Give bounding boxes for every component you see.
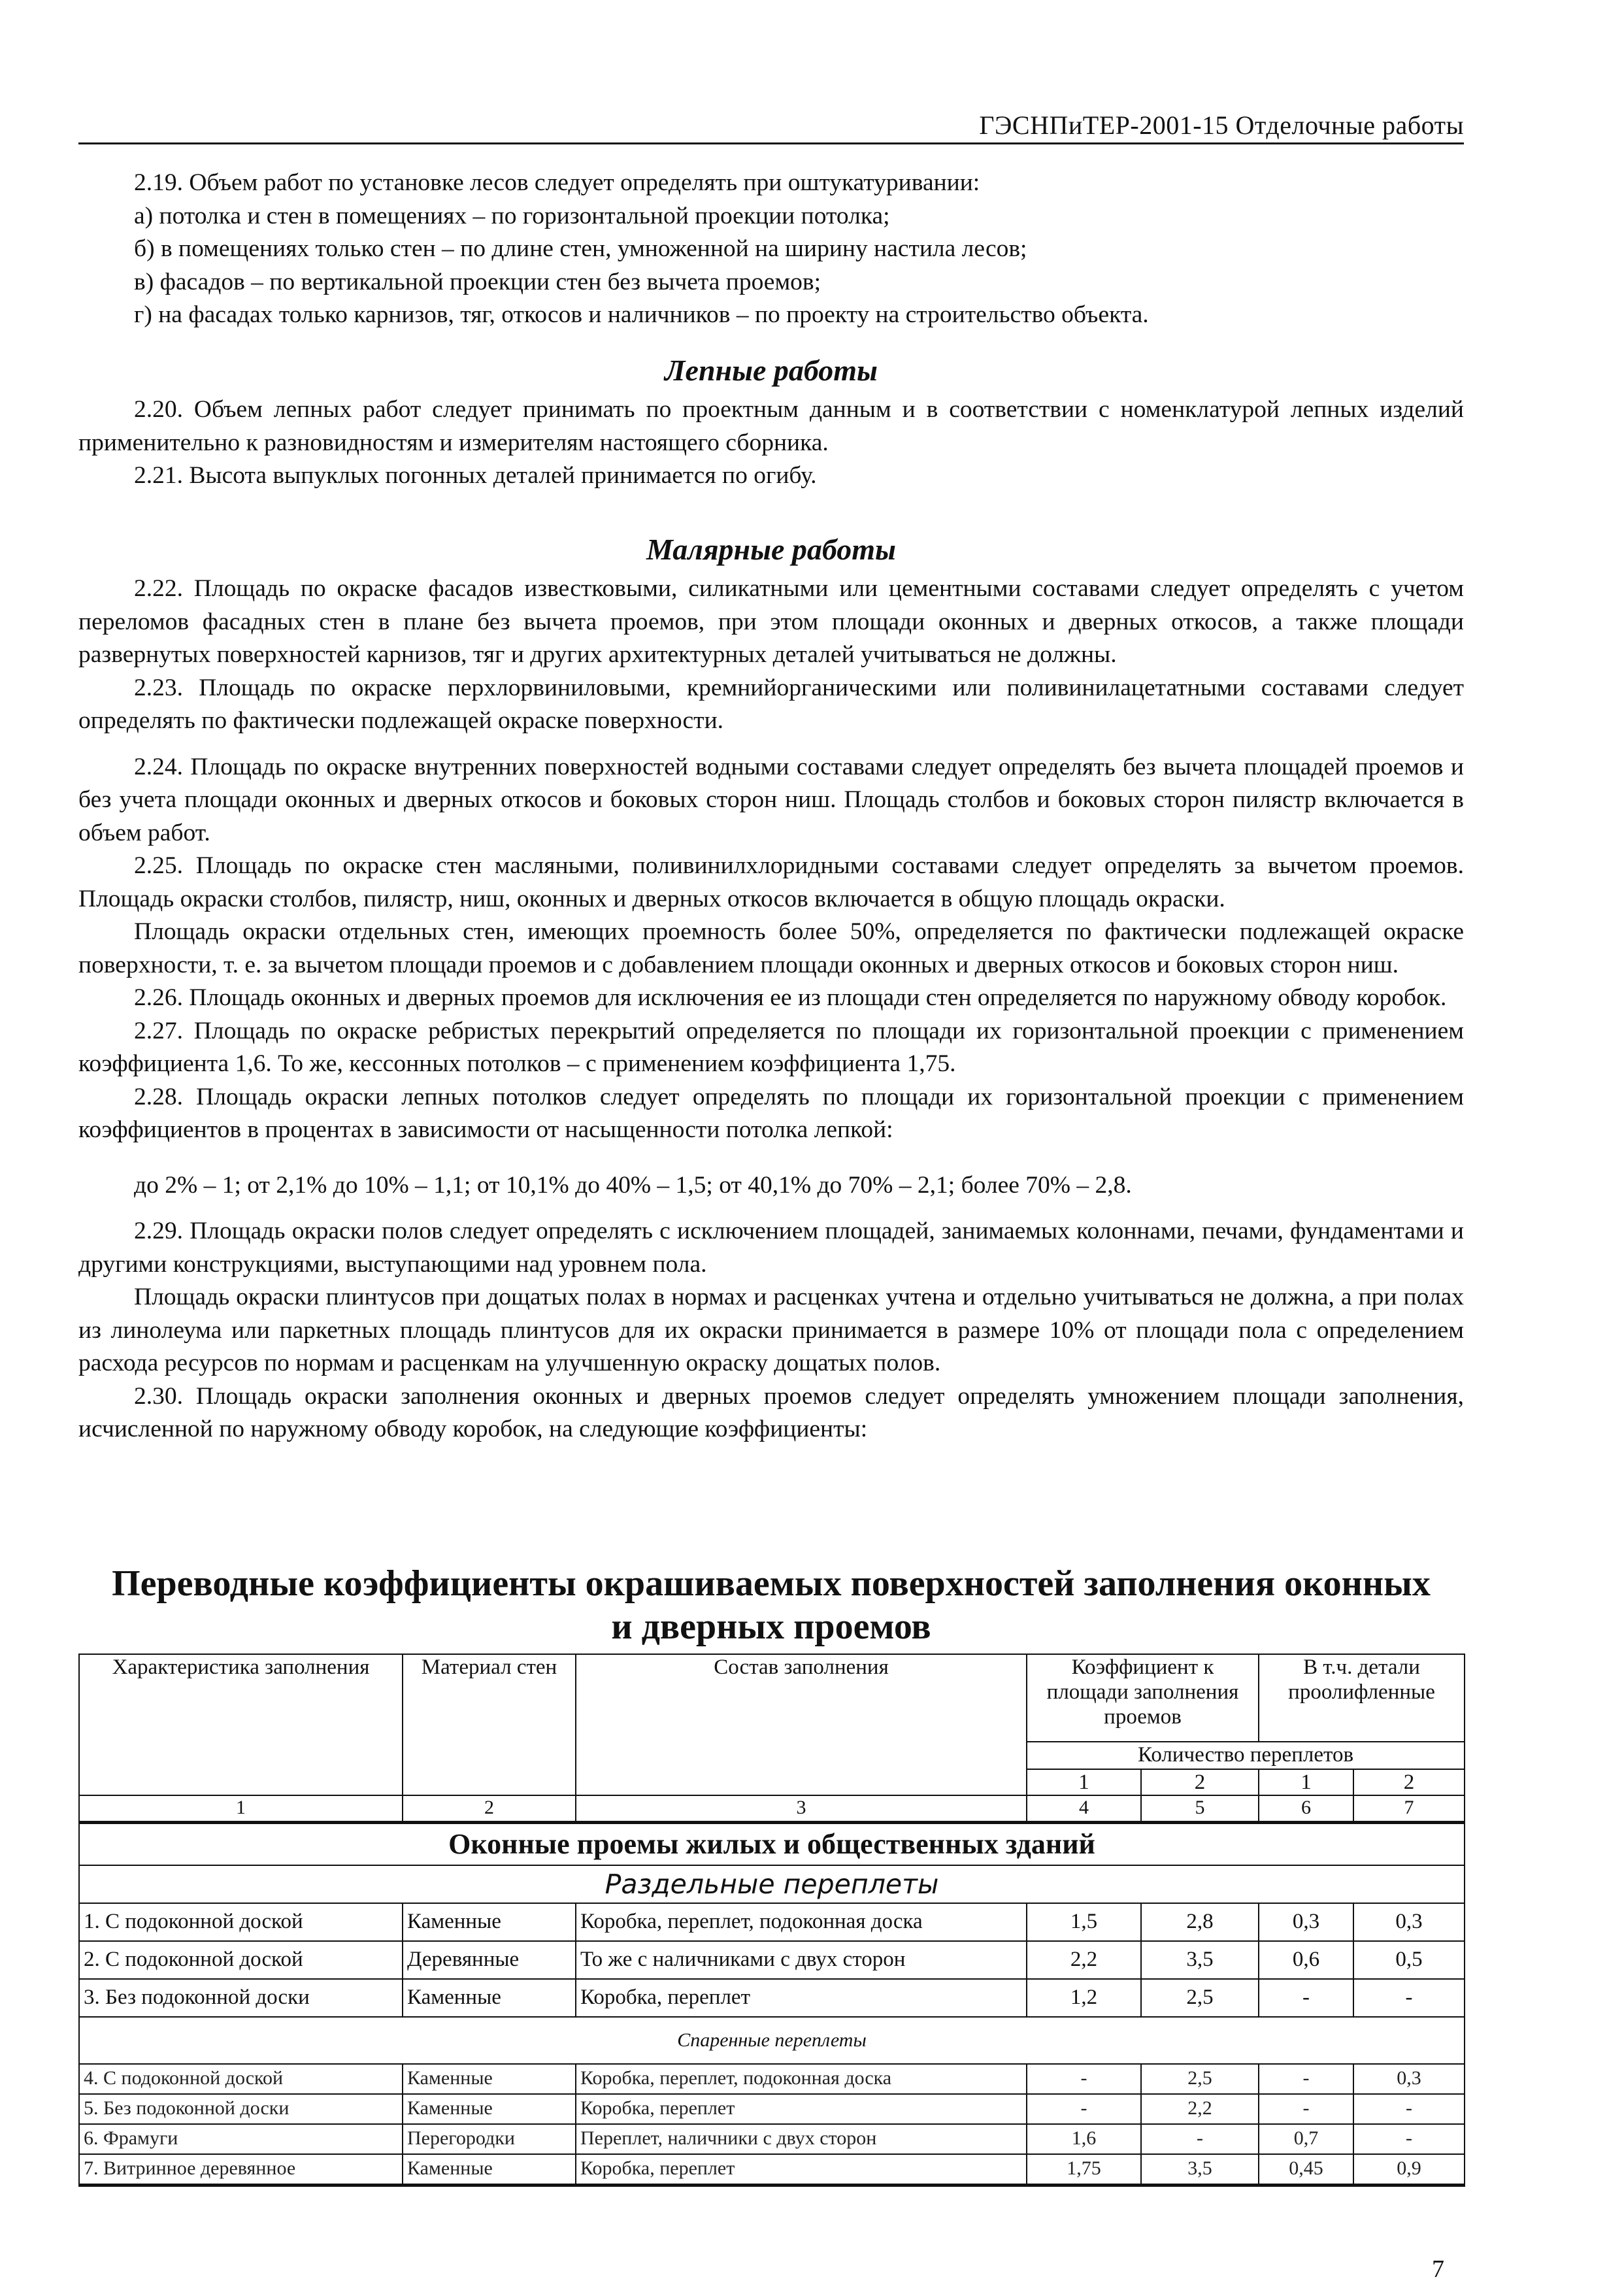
subgroup-header-row <box>79 2017 1465 2064</box>
header-q1: 1 <box>1027 1769 1141 1795</box>
cell-k1: 1,5 <box>1027 1903 1141 1941</box>
cell-d2: - <box>1353 1979 1465 2017</box>
table-row <box>79 2094 1465 2124</box>
cell-characteristic: 7. Витринное деревянное <box>79 2154 403 2186</box>
coefficient-formula: до 2% – 1; от 2,1% до 10% – 1,1; от 10,1% до 40% – 1,5; от 40,1% до 70% – 2,1; более 70% – 2,8. <box>134 1171 1132 1199</box>
column-number: 6 <box>1259 1795 1353 1823</box>
table-row <box>79 2154 1465 2186</box>
header-col2: Материал стен <box>403 1654 576 1795</box>
paragraph-2-19: 2.19. Объем работ по установке лесов следует определять при оштукатуривании: <box>134 169 980 196</box>
cell-characteristic: 2. С подоконной доской <box>79 1941 403 1979</box>
cell-d1: 0,45 <box>1259 2154 1353 2186</box>
section-title-lepnye: Лепные работы <box>665 353 878 387</box>
paragraph-2-25: 2.25. Площадь по окраске стен масляными, поливинилхлоридными составами следует определять за вычетом проемов. Площадь окраски столбов, пилястр, ниш, оконных и дверных откосов включается в общую площадь окраски. <box>78 852 1464 912</box>
cell-d1: 0,3 <box>1259 1903 1353 1941</box>
cell-composition: Коробка, переплет <box>576 2154 1027 2186</box>
column-number: 5 <box>1141 1795 1259 1823</box>
cell-k1: 1,75 <box>1027 2154 1141 2186</box>
cell-material: Каменные <box>403 2154 576 2186</box>
cell-k2: - <box>1141 2124 1259 2154</box>
header-q2: 2 <box>1141 1769 1259 1795</box>
subgroup-title-paired: Спаренные переплеты <box>79 2017 1465 2064</box>
cell-material: Деревянные <box>403 1941 576 1979</box>
cell-d1: - <box>1259 1979 1353 2017</box>
paragraph-2-27: 2.27. Площадь по окраске ребристых перекрытий определяется по площади их горизонтальной проекции с применением коэффициента 1,6. То же, кессонных потолков – с применением коэффициента 1,75. <box>78 1017 1464 1077</box>
cell-k2: 3,5 <box>1141 2154 1259 2186</box>
paragraph-2-20: 2.20. Объем лепных работ следует принимать по проектным данным и в соответствии с номенклатурой лепных изделий применительно к разновидностям и измерителям настоящего сборника. <box>78 396 1464 456</box>
column-number-row <box>79 1795 1465 1823</box>
list-item-a: а) потолка и стен в помещениях – по горизонтальной проекции потолка; <box>134 202 890 229</box>
cell-material: Каменные <box>403 1979 576 2017</box>
table-title-line1: Переводные коэффициенты окрашиваемых поверхностей заполнения оконных <box>112 1563 1431 1604</box>
cell-d2: - <box>1353 2124 1465 2154</box>
section-title-malyarnye: Малярные работы <box>646 532 896 566</box>
subgroup-header-row <box>79 1865 1465 1903</box>
header-col4: Коэффициент к площади заполнения проемов <box>1027 1654 1259 1742</box>
cell-d1: - <box>1259 2094 1353 2124</box>
cell-characteristic: 4. С подоконной доской <box>79 2064 403 2094</box>
column-number: 2 <box>403 1795 576 1823</box>
cell-k2: 2,2 <box>1141 2094 1259 2124</box>
table-row <box>79 1979 1465 2017</box>
paragraph-2-29: 2.29. Площадь окраски полов следует определять с исключением площадей, занимаемых колоннами, печами, фундаментами и другими конструкциями, выступающими над уровнем пола. <box>78 1218 1464 1278</box>
cell-k1: - <box>1027 2064 1141 2094</box>
cell-composition: Переплет, наличники с двух сторон <box>576 2124 1027 2154</box>
header-rule <box>78 142 1464 144</box>
cell-d1: - <box>1259 2064 1353 2094</box>
coefficients-table <box>78 1654 1465 2187</box>
coefficients-table-wrap <box>78 1654 1464 2187</box>
column-number: 4 <box>1027 1795 1141 1823</box>
cell-characteristic: 5. Без подоконной доски <box>79 2094 403 2124</box>
column-number: 1 <box>79 1795 403 1823</box>
paragraph-2-22: 2.22. Площадь по окраске фасадов известковыми, силикатными или цементными составами следует определять с учетом переломов фасадных стен в плане без вычета проемов, при этом площади оконных и дверных откосов, а также площади развернутых поверхностей карнизов, тяг и других архитектурных деталей учитываться не должны. <box>78 575 1464 668</box>
cell-characteristic: 3. Без подоконной доски <box>79 1979 403 2017</box>
subgroup-title-separate: Раздельные переплеты <box>79 1865 1465 1903</box>
running-title: ГЭСНПиТЕР-2001-15 Отделочные работы <box>979 110 1464 140</box>
header-q4: 2 <box>1353 1769 1465 1795</box>
cell-composition: Коробка, переплет, подоконная доска <box>576 1903 1027 1941</box>
header-col1: Характеристика заполнения <box>79 1654 403 1795</box>
header-q3: 1 <box>1259 1769 1353 1795</box>
cell-d1: 0,7 <box>1259 2124 1353 2154</box>
cell-d2: 0,3 <box>1353 2064 1465 2094</box>
column-number: 3 <box>576 1795 1027 1823</box>
cell-k2: 3,5 <box>1141 1941 1259 1979</box>
paragraph-2-23: 2.23. Площадь по окраске перхлорвиниловыми, кремнийорганическими или поливинилацетатными составами следует определять по фактически подлежащей окраске поверхности. <box>78 674 1464 734</box>
paragraph-2-30: 2.30. Площадь окраски заполнения оконных и дверных проемов следует определять умножением площади заполнения, исчисленной по наружному обводу коробок, на следующие коэффициенты: <box>78 1382 1464 1442</box>
cell-material: Каменные <box>403 2094 576 2124</box>
cell-material: Каменные <box>403 2064 576 2094</box>
list-item-b: б) в помещениях только стен – по длине стен, умноженной на ширину настила лесов; <box>134 235 1027 262</box>
cell-k1: 1,2 <box>1027 1979 1141 2017</box>
cell-d2: 0,3 <box>1353 1903 1465 1941</box>
cell-d1: 0,6 <box>1259 1941 1353 1979</box>
table-title-line2: и дверных проемов <box>611 1606 931 1647</box>
list-item-g: г) на фасадах только карнизов, тяг, откосов и наличников – по проекту на строительство объекта. <box>134 301 1149 328</box>
paragraph-2-29-cont: Площадь окраски плинтусов при дощатых полах в нормах и расценках учтена и отдельно учитываться не должна, а при полах из линолеума или паркетных площадь плинтусов для их окраски принимается в размере 10% от площади пола с определением расхода ресурсов по нормам и расценкам на улучшенную окраску дощатых полов. <box>78 1284 1464 1376</box>
table-row <box>79 2124 1465 2154</box>
cell-k2: 2,8 <box>1141 1903 1259 1941</box>
cell-k1: - <box>1027 2094 1141 2124</box>
cell-material: Каменные <box>403 1903 576 1941</box>
paragraph-2-24: 2.24. Площадь по окраске внутренних поверхностей водными составами следует определять без вычета площадей проемов и без учета площади оконных и дверных откосов и боковых сторон ниш. Площадь столбов и боковых сторон пилястр включается в объем работ. <box>78 753 1464 846</box>
list-item-v: в) фасадов – по вертикальной проекции стен без вычета проемов; <box>134 268 821 295</box>
column-number: 7 <box>1353 1795 1465 1823</box>
paragraph-2-25-cont: Площадь окраски отдельных стен, имеющих проемность более 50%, определяется по фактически подлежащей окраске поверхности, т. е. за вычетом площади проемов и с добавлением площади оконных и дверных откосов и боковых сторон ниш. <box>78 918 1464 978</box>
cell-k2: 2,5 <box>1141 2064 1259 2094</box>
cell-composition: Коробка, переплет <box>576 1979 1027 2017</box>
cell-k1: 2,2 <box>1027 1941 1141 1979</box>
table-row <box>79 1941 1465 1979</box>
cell-characteristic: 6. Фрамуги <box>79 2124 403 2154</box>
cell-d2: 0,9 <box>1353 2154 1465 2186</box>
table-title <box>78 1562 1464 1648</box>
body-text <box>78 167 1464 1446</box>
table-header-row <box>79 1654 1465 1742</box>
cell-composition: Коробка, переплет <box>576 2094 1027 2124</box>
cell-d2: - <box>1353 2094 1465 2124</box>
header-sub: Количество переплетов <box>1027 1742 1465 1769</box>
cell-k1: 1,6 <box>1027 2124 1141 2154</box>
cell-composition: То же с наличниками с двух сторон <box>576 1941 1027 1979</box>
page-number: 7 <box>1432 2255 1444 2283</box>
cell-k2: 2,5 <box>1141 1979 1259 2017</box>
group-header-row <box>79 1823 1465 1866</box>
table-row <box>79 2064 1465 2094</box>
cell-d2: 0,5 <box>1353 1941 1465 1979</box>
cell-composition: Коробка, переплет, подоконная доска <box>576 2064 1027 2094</box>
cell-material: Перегородки <box>403 2124 576 2154</box>
document-page <box>78 0 1464 2294</box>
group-title: Оконные проемы жилых и общественных зданий <box>79 1823 1465 1866</box>
paragraph-2-21: 2.21. Высота выпуклых погонных деталей принимается по огибу. <box>134 462 817 489</box>
cell-characteristic: 1. С подоконной доской <box>79 1903 403 1941</box>
header-col3: Состав заполнения <box>576 1654 1027 1795</box>
paragraph-2-28: 2.28. Площадь окраски лепных потолков следует определять по площади их горизонтальной проекции с применением коэффициентов в процентах в зависимости от насыщенности потолка лепкой: <box>78 1083 1464 1143</box>
header-col5: В т.ч. детали проолифленные <box>1259 1654 1465 1742</box>
paragraph-2-26: 2.26. Площадь оконных и дверных проемов для исключения ее из площади стен определяется по наружному обводу коробок. <box>134 984 1447 1011</box>
table-row <box>79 1903 1465 1941</box>
